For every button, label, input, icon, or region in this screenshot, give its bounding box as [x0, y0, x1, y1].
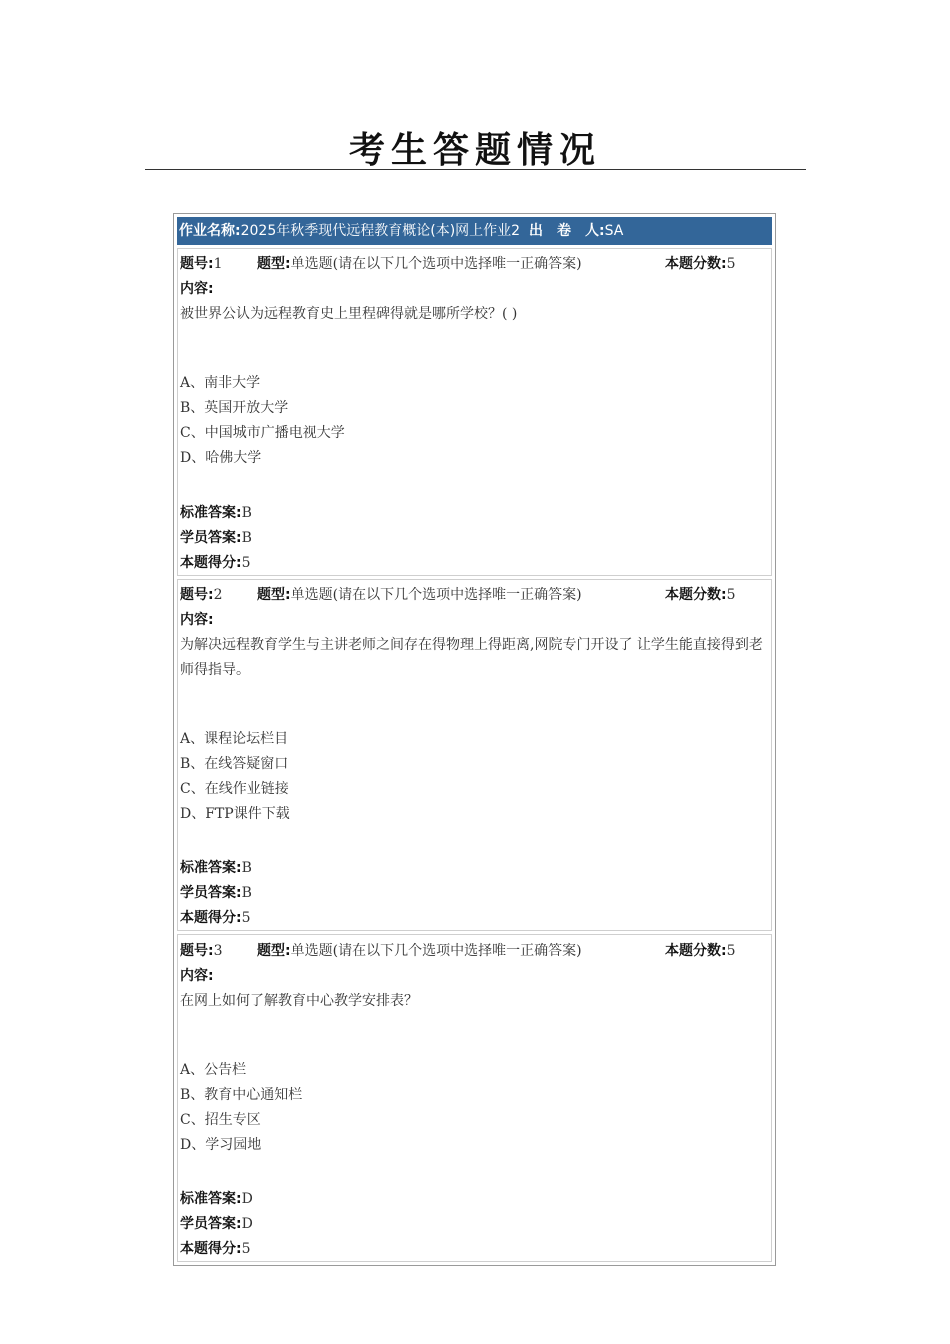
score-label: 本题分数: — [665, 256, 727, 272]
content-label: 内容: — [180, 281, 214, 297]
author-label: 出 卷 人: — [528, 223, 605, 239]
content-label: 内容: — [180, 612, 214, 628]
qno-value: 2 — [213, 587, 223, 603]
qno-label: 题号: — [180, 256, 214, 272]
standard-answer: 标准答案:B — [180, 860, 252, 876]
option-c: C、在线作业链接 — [180, 781, 289, 797]
option-a: A、南非大学 — [180, 375, 261, 391]
score-value: 5 — [726, 587, 736, 603]
question-block-1 — [177, 248, 772, 576]
assignment-name: 2025年秋季现代远程教育概论(本)网上作业2 — [240, 223, 521, 239]
qno-value: 3 — [213, 943, 223, 959]
qtype-label: 题型: — [257, 943, 291, 959]
page-title: 考生答题情况 — [348, 130, 601, 171]
question-content: 被世界公认为远程教育史上里程碑得就是哪所学校？( ) — [180, 306, 518, 322]
score-label: 本题分数: — [665, 943, 727, 959]
score-value: 5 — [726, 943, 736, 959]
earned-score: 本题得分:5 — [180, 910, 251, 926]
standard-answer: 标准答案:D — [180, 1191, 253, 1207]
option-a: A、课程论坛栏目 — [180, 731, 289, 747]
qtype — [257, 941, 582, 961]
qtype-label: 题型: — [257, 256, 291, 272]
student-answer: 学员答案:B — [180, 530, 252, 546]
qtype-label: 题型: — [257, 587, 291, 603]
option-b: B、教育中心通知栏 — [180, 1087, 303, 1103]
qno-label: 题号: — [180, 943, 214, 959]
option-a: A、公告栏 — [180, 1062, 247, 1078]
author-value: SA — [604, 223, 624, 239]
question-content: 在网上如何了解教育中心教学安排表？ — [180, 993, 418, 1009]
earned-score: 本题得分:5 — [180, 1241, 251, 1257]
qno-label: 题号: — [180, 587, 214, 603]
assignment-header — [177, 217, 772, 245]
option-d: D、学习园地 — [180, 1137, 262, 1153]
qscore — [665, 254, 736, 274]
qno-value: 1 — [213, 256, 223, 272]
question-meta — [180, 254, 223, 274]
score-value: 5 — [726, 256, 736, 272]
qtype — [257, 254, 582, 274]
option-b: B、在线答疑窗口 — [180, 756, 289, 772]
content-label: 内容: — [180, 968, 214, 984]
question-content: 为解决远程教育学生与主讲老师之间存在得物理上得距离,网院专门开设了 让学生能直接得到老师得指导。 — [180, 637, 763, 678]
option-d: D、哈佛大学 — [180, 450, 262, 466]
option-c: C、中国城市广播电视大学 — [180, 425, 345, 441]
qscore — [665, 941, 736, 961]
standard-answer: 标准答案:B — [180, 505, 252, 521]
qscore — [665, 585, 736, 605]
question-meta — [180, 585, 223, 605]
option-c: C、招生专区 — [180, 1112, 261, 1128]
option-d: D、FTP课件下载 — [180, 806, 290, 822]
option-b: B、英国开放大学 — [180, 400, 289, 416]
student-answer: 学员答案:D — [180, 1216, 253, 1232]
earned-score: 本题得分:5 — [180, 555, 251, 571]
student-answer: 学员答案:B — [180, 885, 252, 901]
qtype-value: 单选题(请在以下几个选项中选择唯一正确答案) — [290, 587, 582, 603]
question-block-3 — [177, 934, 772, 1262]
qtype-value: 单选题(请在以下几个选项中选择唯一正确答案) — [290, 943, 582, 959]
answer-panel — [173, 213, 776, 1266]
qtype — [257, 585, 582, 605]
question-block-2 — [177, 579, 772, 931]
title-divider — [145, 169, 806, 170]
question-meta — [180, 941, 223, 961]
score-label: 本题分数: — [665, 587, 727, 603]
assignment-name-label: 作业名称: — [179, 223, 241, 239]
qtype-value: 单选题(请在以下几个选项中选择唯一正确答案) — [290, 256, 582, 272]
